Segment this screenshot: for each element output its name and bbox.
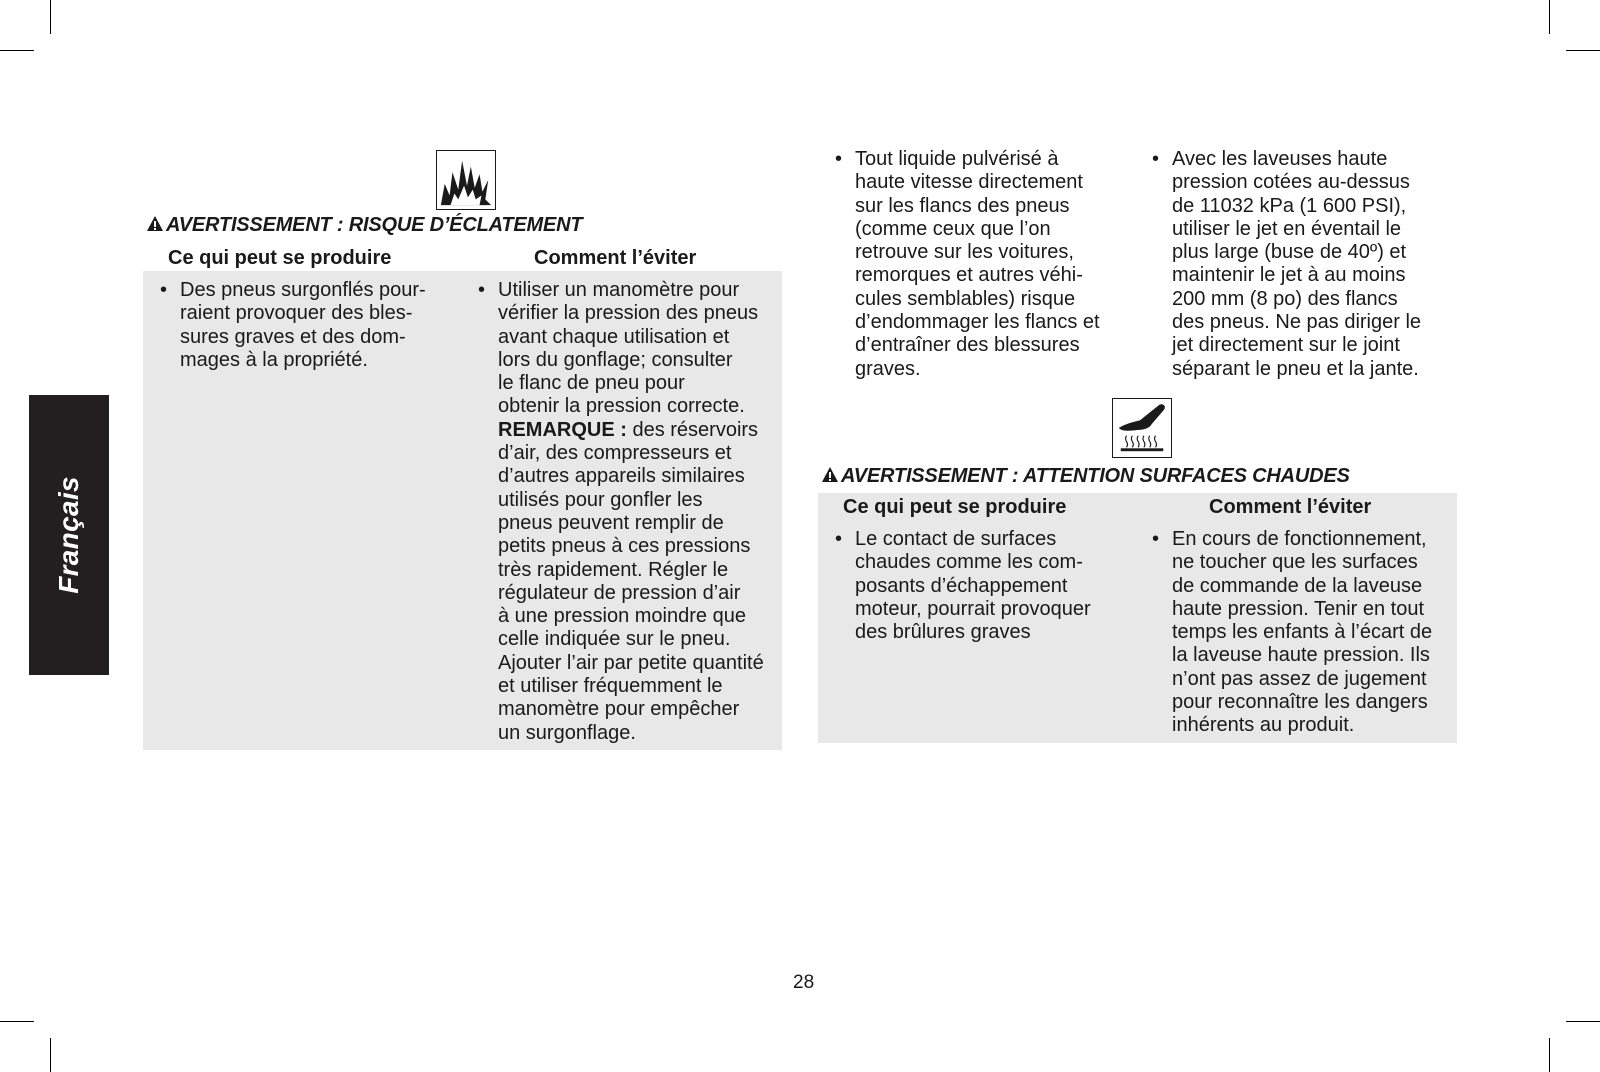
warning-triangle-icon	[821, 466, 839, 489]
hot-surface-icon	[1112, 398, 1172, 458]
risk-text-continued-body: Tout liquide pulvérisé à haute vitesse directement sur les flancs des pneus (comme ceux que l’on retrouve sur les voitures, remorques et autres véhi- cules semblables) risque d’endommager les flancs et d’entraîner des blessures graves.	[855, 148, 1100, 380]
prevention-text-body: En cours de fonctionnement, ne toucher que les surfaces de commande de la laveuse haute pression. Tenir en tout temps les enfants à l’écart de la laveuse haute pression. Ils n’ont pas assez de jugement pour reconnaître les dangers inhérents au produit.	[1172, 528, 1433, 737]
prevention-text-body: Utiliser un manomètre pour vérifier la pression des pneus avant chaque utilisation et lors du gonflage; consulter le flanc de pneu pour obtenir la pression correcte.	[498, 279, 759, 418]
col-header-what: Ce qui peut se produire	[168, 247, 392, 269]
risk-text	[833, 528, 1133, 644]
language-tab	[29, 395, 109, 675]
warning-title-text: AVERTISSEMENT : ATTENTION SURFACES CHAUDES	[841, 465, 1350, 487]
column-header-row	[818, 493, 1457, 523]
remark-text: des réservoirs d’air, des compresseurs et d’autres appareils similaires utilisés pour gonfler les pneus peuvent remplir de petits pneus à ces pressions très rapidement. Régler le régulateur de pression d’air à une pression moindre que celle indiquée sur le pneu. Ajouter l’air par petite quantité et utiliser fréquemment le manomètre pour empêcher un surgonflage.	[498, 418, 764, 744]
remark-label: REMARQUE :	[498, 418, 627, 441]
crop-mark	[50, 1038, 51, 1072]
prevention-text	[1150, 528, 1460, 738]
warning-triangle-icon	[146, 215, 164, 238]
prevention-text-continued	[1150, 148, 1460, 381]
crop-mark	[0, 1021, 34, 1022]
col-header-how: Comment l’éviter	[534, 247, 697, 269]
prevention-text-continued-body: Avec les laveuses haute pression cotées au-dessus de 11032 kPa (1 600 PSI), utiliser le jet en éventail le plus large (buse de 40º) et maintenir le jet à au moins 200 mm (8 po) des flancs des pneus. Ne pas diriger le jet directement sur le joint séparant le pneu et la jante.	[1172, 148, 1422, 380]
language-tab-label: Français	[53, 476, 84, 594]
crop-mark	[50, 0, 51, 34]
warning-title-hot	[821, 465, 1350, 489]
crop-mark	[1566, 1021, 1600, 1022]
crop-mark	[1549, 0, 1550, 34]
risk-text	[158, 279, 458, 372]
explosion-icon	[436, 150, 496, 210]
crop-mark	[1566, 50, 1600, 51]
prevention-text	[476, 279, 782, 745]
risk-text-continued	[833, 148, 1133, 381]
col-header-what: Ce qui peut se produire	[843, 496, 1067, 518]
col-header-how: Comment l’éviter	[1209, 496, 1372, 518]
page-number: 28	[793, 972, 815, 993]
warning-title-burst	[146, 214, 582, 238]
crop-mark	[1549, 1038, 1550, 1072]
warning-title-text: AVERTISSEMENT : RISQUE D’ÉCLATEMENT	[166, 214, 583, 236]
crop-mark	[0, 50, 34, 51]
column-header-row	[143, 244, 782, 274]
risk-text-body: Des pneus surgonflés pour- raient provoquer des bles- sures graves et des dom- mages à la propriété.	[180, 279, 426, 371]
risk-text-body: Le contact de surfaces chaudes comme les com- posants d’échappement moteur, pourrait provoquer des brûlures graves	[855, 528, 1091, 644]
